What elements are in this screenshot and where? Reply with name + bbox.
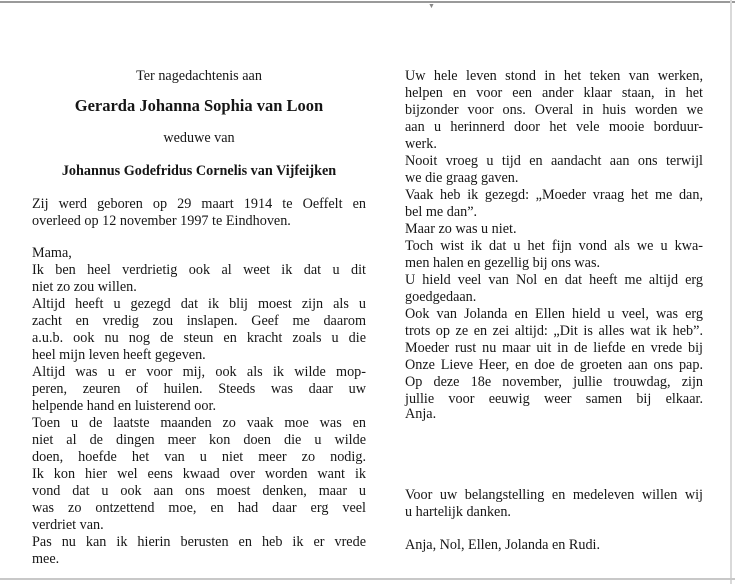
letter-line: Altijd heeft u gezegd dat ik blij moest zijn als u [32, 296, 366, 312]
card-left-panel [32, 0, 366, 584]
letter-line: Uw hele leven stond in het teken van werken, [405, 68, 703, 84]
letter-line: Pas nu kan ik hierin berusten en heb ik er vrede [32, 534, 366, 550]
card-right-panel [405, 0, 703, 584]
letter-line: niet zo zou willen. [32, 279, 137, 295]
letter-line: doen, hoefde het van u niet meer zo nodig. [32, 449, 366, 465]
letter-line: we die graag gaven. [405, 170, 519, 186]
letter-line: goedgedaan. [405, 289, 477, 305]
letter-line: U hield veel van Nol en dat heeft me altijd erg [405, 272, 703, 288]
letter-line: Ook van Jolanda en Ellen hield u veel, was erg [405, 306, 703, 322]
letter-line: Altijd was u er voor mij, ook als ik wilde mop- [32, 364, 366, 380]
letter-line: Ik kon hier wel eens kwaad over worden want ik [32, 466, 366, 482]
letter-line: niet al de dingen meer kon doen die u wilde [32, 432, 366, 448]
letter-line: bel me dan”. [405, 204, 478, 220]
letter-line: Toen u de laatste maanden zo vaak moe was en [32, 415, 366, 431]
life-line: Zij werd geboren op 29 maart 1914 te Oeffelt en [32, 196, 366, 212]
letter-line: trots op ze en zei altijd: „Dit is alles wat ik heb”. [405, 323, 703, 339]
letter-line: aan u herinnerd door het vele mooie borduur- [405, 119, 703, 135]
letter-line: Toch wist ik dat u het fijn vond als we u kwa- [405, 238, 703, 254]
letter-line: Onze Lieve Heer, en doe de groeten aan ons pap. [405, 357, 703, 373]
intro-line: Ter nagedachtenis aan [136, 68, 262, 84]
letter-line: was zo ontzettend moe, en had daar erg veel [32, 500, 366, 516]
letter-line: men halen en gezellig bij ons was. [405, 255, 601, 271]
letter-line: Mama, [32, 245, 72, 261]
letter-line: Vaak heb ik gezegd: „Moeder vraag het me dan, [405, 187, 703, 203]
letter-line: mee. [32, 551, 60, 567]
letter-signature: Anja. [405, 406, 437, 422]
letter-line: Maar zo was u niet. [405, 221, 517, 237]
letter-line: Op deze 18e november, jullie trouwdag, zijn [405, 374, 703, 390]
letter-line: verdriet van. [32, 517, 104, 533]
letter-line: bijzonder voor ons. Overal in huis worden we [405, 102, 703, 118]
deceased-name: Gerarda Johanna Sophia van Loon [74, 96, 324, 115]
letter-line: Nooit vroeg u tijd en aandacht aan ons terwijl [405, 153, 703, 169]
life-line: overleed op 12 november 1997 te Eindhoven. [32, 213, 291, 229]
letter-line: jullie voor eeuwig weer samen bij elkaar. [405, 391, 703, 407]
thanks-line: u hartelijk danken. [405, 504, 511, 520]
letter-line: peren, zeuren of huilen. Steeds was daar uw [32, 381, 366, 397]
fold-mark-icon: ▼ [428, 2, 435, 10]
letter-line: helpen en voor een ander klaar staan, in het [405, 85, 703, 101]
right-border-line [730, 0, 732, 584]
letter-line: helpende hand en luisterend oor. [32, 398, 216, 414]
family-signature: Anja, Nol, Ellen, Jolanda en Rudi. [405, 537, 601, 553]
thanks-line: Voor uw belangstelling en medeleven willen wij [405, 487, 703, 503]
letter-line: Ik ben heel verdrietig ook al weet ik dat u dit [32, 262, 366, 278]
letter-line: heel mijn leven heeft gegeven. [32, 347, 206, 363]
relation-line: weduwe van [163, 130, 235, 146]
letter-line: vond dat u ook aan ons moest denken, maar u [32, 483, 366, 499]
letter-line: werk. [405, 136, 437, 152]
letter-line: zacht en vredig zou inslapen. Geef me daarom [32, 313, 366, 329]
letter-line: a.u.b. ook nu nog de steun en kracht zoals u die [32, 330, 366, 346]
husband-name: Johannus Godefridus Cornelis van Vijfeijken [61, 163, 337, 179]
letter-line: Moeder rust nu maar uit in de liefde en vrede bij [405, 340, 703, 356]
